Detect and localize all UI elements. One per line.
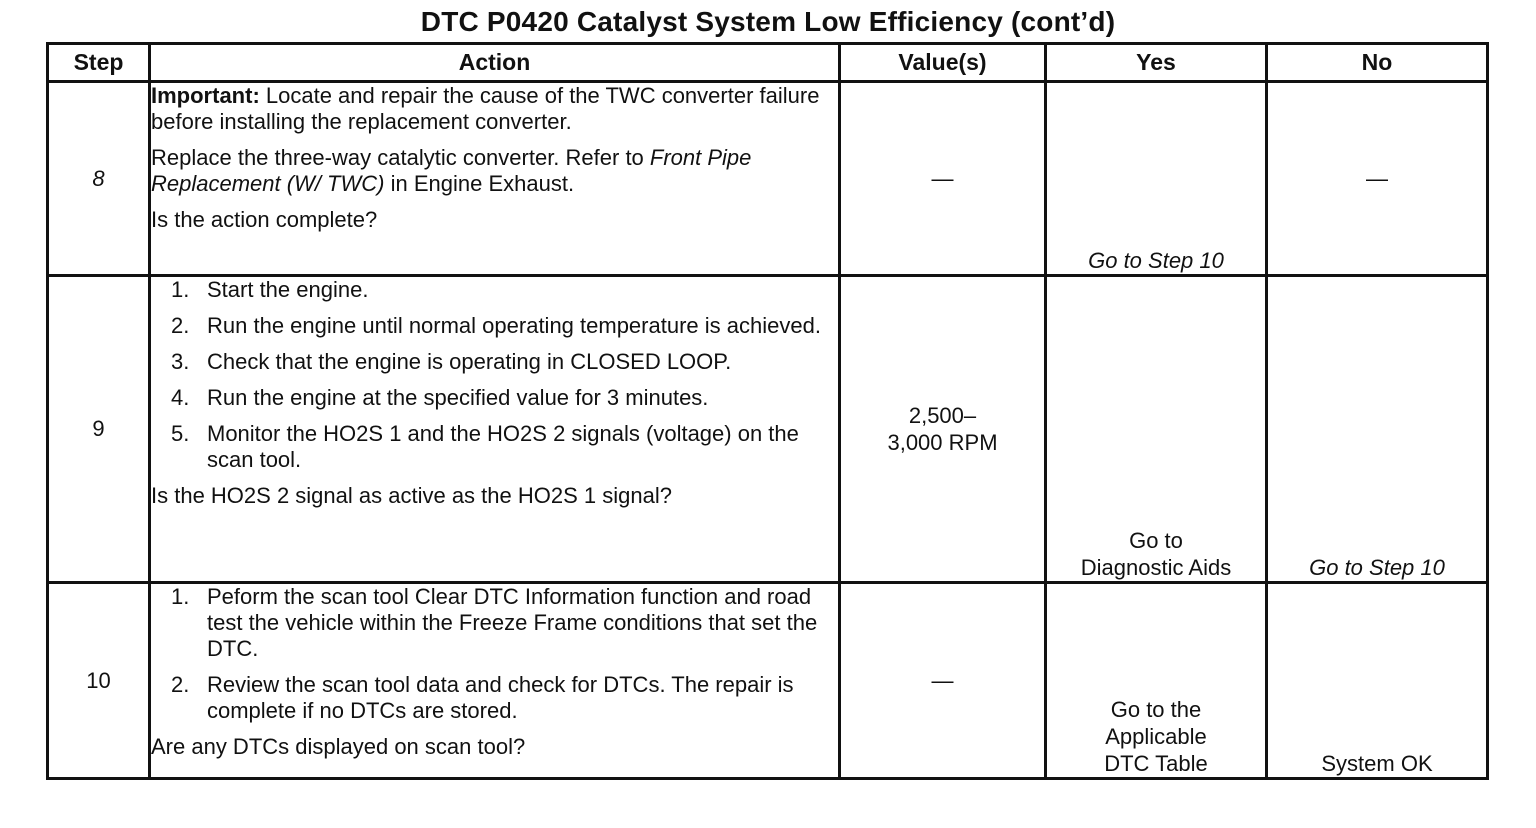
important-label: Important: bbox=[151, 83, 260, 108]
yes-line: Diagnostic Aids bbox=[1080, 555, 1232, 580]
step-number: 9 bbox=[48, 276, 150, 583]
value-cell bbox=[840, 276, 1046, 583]
header-yes: Yes bbox=[1046, 44, 1267, 82]
action-cell bbox=[150, 82, 840, 276]
item-number: 2. bbox=[171, 672, 190, 697]
header-step: Step bbox=[48, 44, 150, 82]
list-item bbox=[151, 584, 838, 662]
item-number: 5. bbox=[171, 421, 190, 446]
item-text: Review the scan tool data and check for DTCs. The repair is complete if no DTCs are stored. bbox=[207, 672, 794, 723]
question: Is the HO2S 2 signal as active as the HO2S 1 signal? bbox=[151, 483, 672, 508]
value-line: 2,500– bbox=[908, 403, 977, 428]
item-text: Run the engine at the specified value for 3 minutes. bbox=[207, 385, 709, 410]
header-row bbox=[48, 44, 1488, 82]
yes-cell: Go to Step 10 bbox=[1046, 82, 1267, 276]
reference-link[interactable]: Front Pipe Replacement (W/ TWC) bbox=[151, 145, 752, 196]
item-text: Start the engine. bbox=[207, 277, 369, 302]
diagnostic-table bbox=[46, 42, 1489, 780]
item-number: 1. bbox=[171, 277, 190, 302]
item-number: 1. bbox=[171, 584, 190, 609]
action-cell bbox=[150, 276, 840, 583]
item-number: 2. bbox=[171, 313, 190, 338]
item-number: 3. bbox=[171, 349, 190, 374]
item-text: Monitor the HO2S 1 and the HO2S 2 signals (voltage) on the scan tool. bbox=[207, 421, 799, 472]
important-note bbox=[151, 83, 838, 135]
procedure-list bbox=[151, 277, 838, 473]
yes-line: Go to the bbox=[1110, 697, 1202, 722]
procedure-list bbox=[151, 584, 838, 724]
no-cell: — bbox=[1267, 82, 1488, 276]
header-no: No bbox=[1267, 44, 1488, 82]
list-item bbox=[151, 385, 838, 411]
yes-line: Applicable bbox=[1105, 724, 1207, 749]
no-cell: System OK bbox=[1267, 583, 1488, 779]
important-text: Locate and repair the cause of the TWC converter failure before installing the replacement converter. bbox=[151, 83, 820, 134]
list-item bbox=[151, 349, 838, 375]
item-number: 4. bbox=[171, 385, 190, 410]
question: Is the action complete? bbox=[151, 207, 378, 232]
list-item bbox=[151, 672, 838, 724]
question: Are any DTCs displayed on scan tool? bbox=[151, 734, 526, 759]
yes-cell bbox=[1046, 583, 1267, 779]
item-text: Check that the engine is operating in CLOSED LOOP. bbox=[207, 349, 732, 374]
item-text: Peform the scan tool Clear DTC Information function and road test the vehicle within the Freeze Frame conditions that set the DTC. bbox=[207, 584, 818, 661]
replace-tail: in Engine Exhaust. bbox=[384, 171, 575, 196]
list-item bbox=[151, 313, 838, 339]
step-number: 8 bbox=[48, 82, 150, 276]
table-row bbox=[48, 82, 1488, 276]
list-item bbox=[151, 421, 838, 473]
table-row bbox=[48, 276, 1488, 583]
yes-line: DTC Table bbox=[1104, 751, 1208, 776]
value-cell: — bbox=[840, 583, 1046, 779]
yes-line: Go to bbox=[1129, 528, 1183, 553]
yes-cell bbox=[1046, 276, 1267, 583]
value-cell: — bbox=[840, 82, 1046, 276]
no-cell: Go to Step 10 bbox=[1267, 276, 1488, 583]
list-item bbox=[151, 277, 838, 303]
header-values: Value(s) bbox=[840, 44, 1046, 82]
step-number: 10 bbox=[48, 583, 150, 779]
header-action: Action bbox=[150, 44, 840, 82]
item-text: Run the engine until normal operating temperature is achieved. bbox=[207, 313, 821, 338]
value-line: 3,000 RPM bbox=[887, 430, 998, 455]
replace-instruction bbox=[151, 145, 838, 197]
table-row bbox=[48, 583, 1488, 779]
action-cell bbox=[150, 583, 840, 779]
page-title: DTC P0420 Catalyst System Low Efficiency (cont’d) bbox=[420, 6, 1116, 37]
replace-text: Replace the three-way catalytic converter. Refer to bbox=[151, 145, 650, 170]
